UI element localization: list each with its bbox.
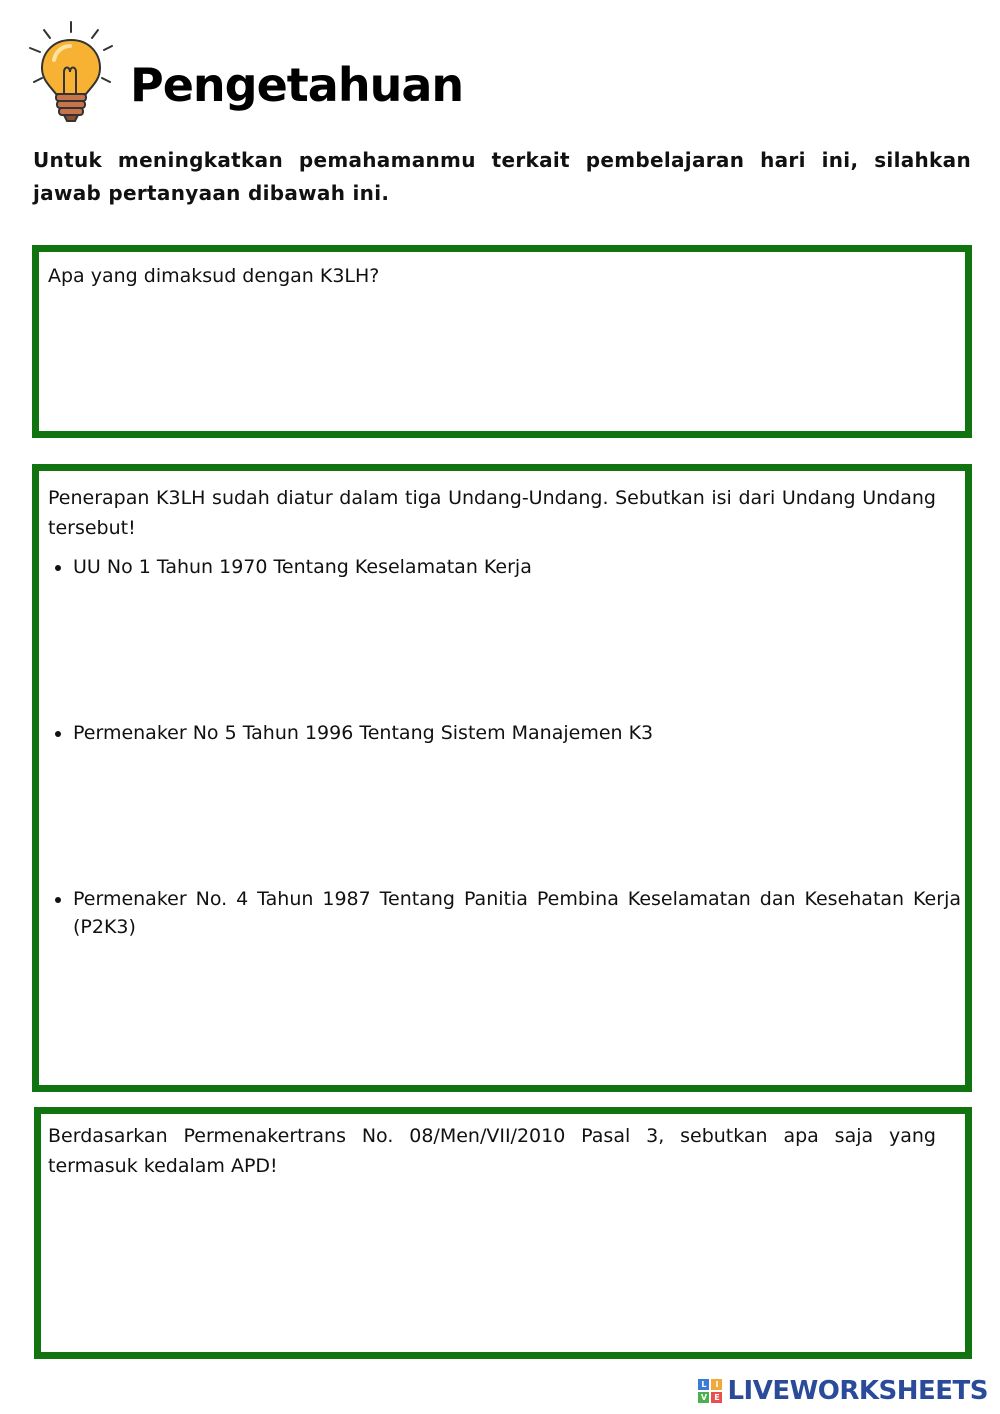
list-item xyxy=(73,553,961,581)
list-item-label: Permenaker No 5 Tahun 1996 Tentang Sistem Manajemen K3 xyxy=(73,722,654,744)
list-item xyxy=(73,885,961,941)
brand-name: LIVEWORKSHEETS xyxy=(727,1376,988,1406)
question-text: Penerapan K3LH sudah diatur dalam tiga Undang-Undang. Sebutkan isi dari Undang Undang tersebut! xyxy=(48,487,936,539)
logo-letter: V xyxy=(698,1392,709,1403)
lightbulb-icon xyxy=(26,20,118,124)
liveworksheets-mark-icon xyxy=(698,1379,722,1403)
question-text: Apa yang dimaksud dengan K3LH? xyxy=(48,265,380,287)
question-box-3[interactable] xyxy=(34,1107,972,1359)
question-box-2[interactable] xyxy=(32,464,972,1092)
bullet-icon xyxy=(55,897,61,903)
list-item xyxy=(73,719,961,747)
list-item-label: Permenaker No. 4 Tahun 1987 Tentang Panitia Pembina Keselamatan dan Kesehatan Kerja (P2K3) xyxy=(73,888,961,938)
question-box-1[interactable] xyxy=(32,245,972,438)
logo-letter: E xyxy=(711,1392,722,1403)
logo-letter: I xyxy=(711,1379,722,1390)
liveworksheets-logo xyxy=(698,1374,988,1408)
list-item-label: UU No 1 Tahun 1970 Tentang Keselamatan Kerja xyxy=(73,556,532,578)
bullet-icon xyxy=(55,731,61,737)
bullet-icon xyxy=(55,565,61,571)
page-title: Pengetahuan xyxy=(130,58,464,112)
intro-text: Untuk meningkatkan pemahamanmu terkait pembelajaran hari ini, silahkan jawab pertanyaan dibawah ini. xyxy=(33,148,971,205)
question-text: Berdasarkan Permenakertrans No. 08/Men/VII/2010 Pasal 3, sebutkan apa saja yang termasuk kedalam APD! xyxy=(48,1125,936,1177)
logo-letter: L xyxy=(698,1379,709,1390)
